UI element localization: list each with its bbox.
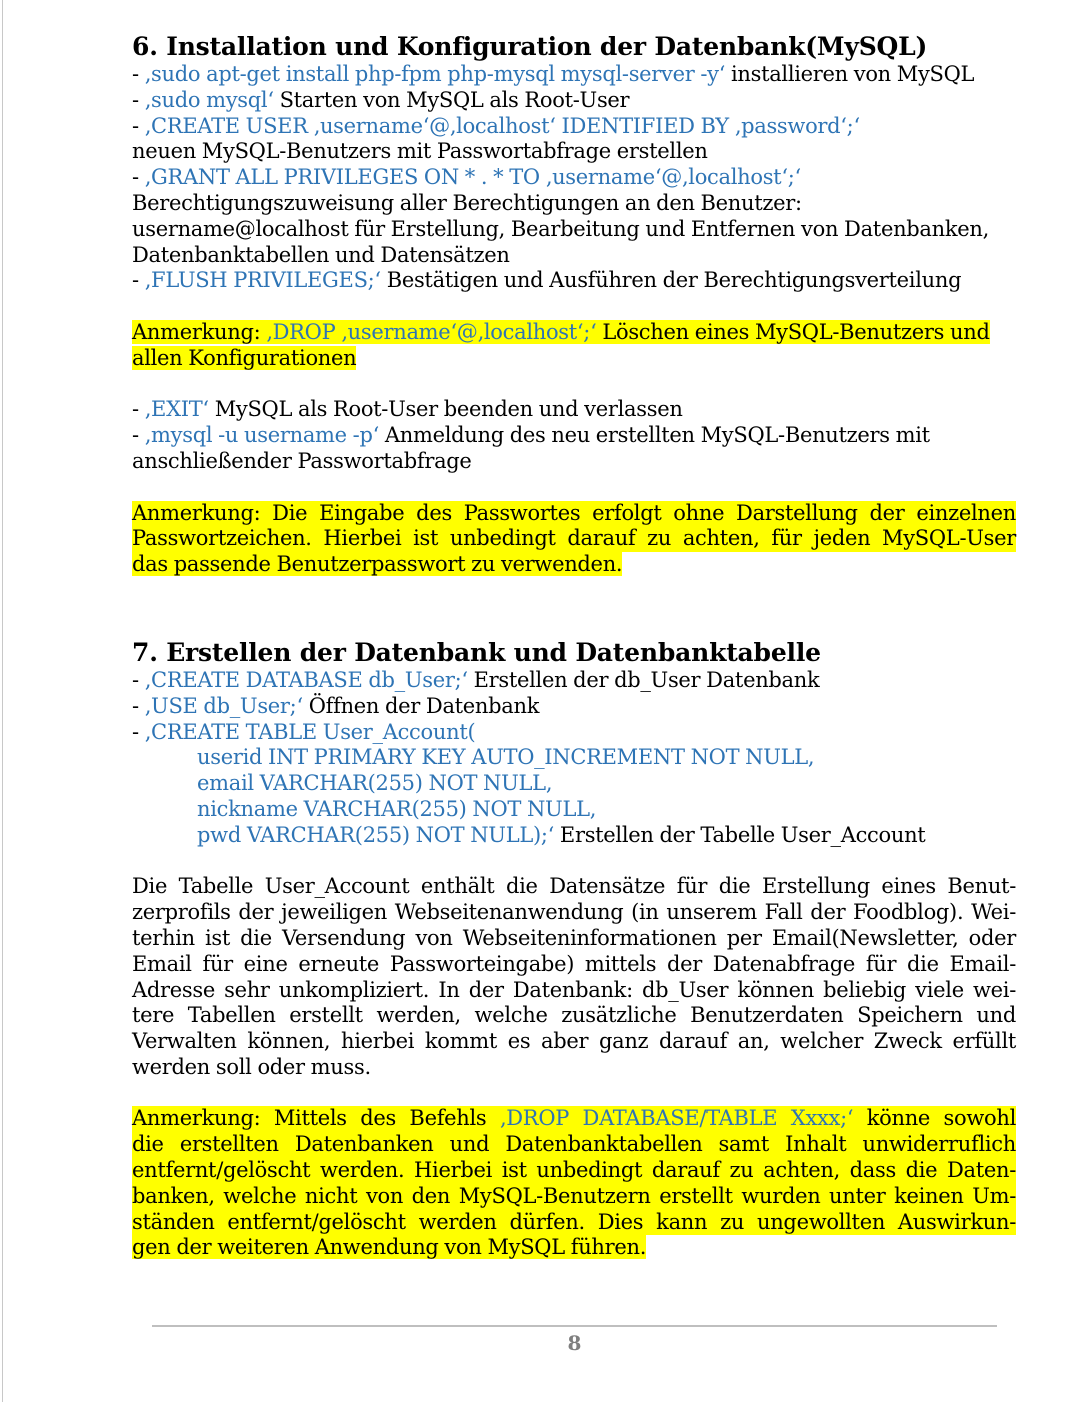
- page-left-border: [2, 0, 3, 1402]
- s7-column-nickname: nickname VARCHAR(255) NOT NULL,: [197, 796, 597, 821]
- s7-column-userid: userid INT PRIMARY KEY AUTO_INCREMENT NOT NULL,: [197, 745, 815, 770]
- code-snippet: ‚USE db_User;‘: [144, 693, 303, 718]
- s7-column-pwd: pwd VARCHAR(255) NOT NULL);‘ Erstellen der Tabelle User_Account: [197, 822, 926, 847]
- s6-line-flush: - ‚FLUSH PRIVILEGES;‘ Bestätigen und Ausführen der Berechtigungsverteilung: [132, 268, 962, 293]
- code-snippet: ‚CREATE USER ‚username‘@‚localhost‘ IDENTIFIED BY ‚password‘;‘: [144, 113, 860, 138]
- code-snippet: ‚sudo apt-get install php-fpm php-mysql mysql-server -y‘: [144, 62, 726, 86]
- s6-line-create-user: - ‚CREATE USER ‚username‘@‚localhost‘ IDENTIFIED BY ‚password‘;‘: [132, 113, 860, 138]
- footer-divider: [152, 1325, 997, 1327]
- s7-paragraph: Die Tabelle User_Account enthält die Datensätze für die Erstellung eines Benut- zerprofils der jeweiligen Webseitenanwendung (in unserem Fall der Foodblog). Wei- terhin ist die Versendung von Webseiteninformationen per Email(Newsletter, oder Email für eine erneute Passworteingabe) mittels der Datenabfrage für die Email- Adresse sehr unkompliziert. In der Datenbank: db_User können beliebig viele wei- tere Tabellen erstellt werden, welche zusätzliche Benutzerdaten Speichern und Verwalten können, hierbei kommt es aber ganz darauf an, welcher Zweck erfüllt werden soll oder muss.: [132, 874, 1016, 1079]
- code-snippet: ‚CREATE DATABASE db_User;‘: [144, 667, 468, 692]
- s6-line-login-desc: anschließender Passwortabfrage: [132, 448, 472, 473]
- s7-column-email: email VARCHAR(255) NOT NULL,: [197, 771, 553, 796]
- s7-line-use-db: - ‚USE db_User;‘ Öffnen der Datenbank: [132, 693, 540, 718]
- page-number: 8: [567, 1331, 582, 1355]
- s6-line-exit: - ‚EXIT‘ MySQL als Root-User beenden und verlassen: [132, 397, 683, 422]
- code-snippet: ‚sudo mysql‘: [144, 87, 274, 112]
- s6-line-login: - ‚mysql -u username -p‘ Anmeldung des neu erstellten MySQL-Benutzers mit: [132, 423, 930, 448]
- s6-line-start-mysql: - ‚sudo mysql‘ Starten von MySQL als Root-User: [132, 87, 630, 112]
- code-snippet: ‚mysql -u username -p‘: [144, 423, 379, 448]
- code-snippet: pwd VARCHAR(255) NOT NULL);‘: [197, 822, 555, 847]
- note-password-line1: Anmerkung: Die Eingabe des Passwortes erfolgt ohne Darstellung der einzelnen: [132, 500, 1016, 525]
- note-drop-database: Anmerkung: Mittels des Befehls ‚DROP DATABASE/TABLE Xxxx;‘ könne sowohl die erstellten Datenbanken und Datenbanktabellen samt Inhalt unwiderruflich entfernt/gelöscht werden. Hierbei ist unbedingt darauf zu achten, dass die Daten- banken, welche nicht von den MySQL-Benutzern erstellt wurden unter keinen Um- ständen entfernt/gelöscht werden dürfen. Dies kann zu ungewollten Auswirkun- gen der weiteren Anwendung von MySQL führen.: [132, 1106, 1016, 1260]
- s6-line-grant-desc-3: Datenbanktabellen und Datensätzen: [132, 242, 510, 267]
- s6-line-install: - ‚sudo apt-get install php-fpm php-mysql mysql-server -y‘ installieren von MySQL: [132, 62, 975, 86]
- code-snippet: ‚DROP DATABASE/TABLE Xxxx;‘: [499, 1106, 854, 1131]
- note-password-line2: Passwortzeichen. Hierbei ist unbedingt darauf zu achten, für jeden MySQL-User: [132, 526, 1016, 551]
- section-6-heading: 6. Installation und Konfiguration der Datenbank(MySQL): [132, 32, 928, 61]
- s6-line-create-user-desc: neuen MySQL-Benutzers mit Passwortabfrage erstellen: [132, 139, 708, 164]
- code-snippet: ‚FLUSH PRIVILEGES;‘: [144, 268, 381, 293]
- document-page: [132, 32, 1016, 1261]
- code-snippet: ‚DROP ‚username‘@‚localhost‘;‘: [266, 319, 597, 344]
- s7-line-create-db: - ‚CREATE DATABASE db_User;‘ Erstellen der db_User Datenbank: [132, 667, 820, 692]
- section-7-heading: 7. Erstellen der Datenbank und Datenbanktabelle: [132, 637, 821, 667]
- s7-line-create-table: - ‚CREATE TABLE User_Account(: [132, 719, 476, 744]
- note-drop-user: Anmerkung: ‚DROP ‚username‘@‚localhost‘;‘ Löschen eines MySQL-Benutzers und: [132, 319, 990, 344]
- s6-line-grant-desc-1: Berechtigungszuweisung aller Berechtigungen an den Benutzer:: [132, 190, 802, 215]
- note-password-line3: das passende Benutzerpasswort zu verwenden.: [132, 552, 623, 577]
- s6-line-grant-desc-2: username@localhost für Erstellung, Bearbeitung und Entfernen von Datenbanken,: [132, 216, 990, 241]
- code-snippet: ‚GRANT ALL PRIVILEGES ON * . * TO ‚username‘@‚localhost‘;‘: [144, 165, 801, 190]
- code-snippet: ‚CREATE TABLE User_Account(: [144, 719, 476, 744]
- s6-line-grant: - ‚GRANT ALL PRIVILEGES ON * . * TO ‚username‘@‚localhost‘;‘: [132, 165, 801, 190]
- note-drop-user-line2: allen Konfigurationen: [132, 345, 357, 370]
- code-snippet: ‚EXIT‘: [144, 397, 209, 422]
